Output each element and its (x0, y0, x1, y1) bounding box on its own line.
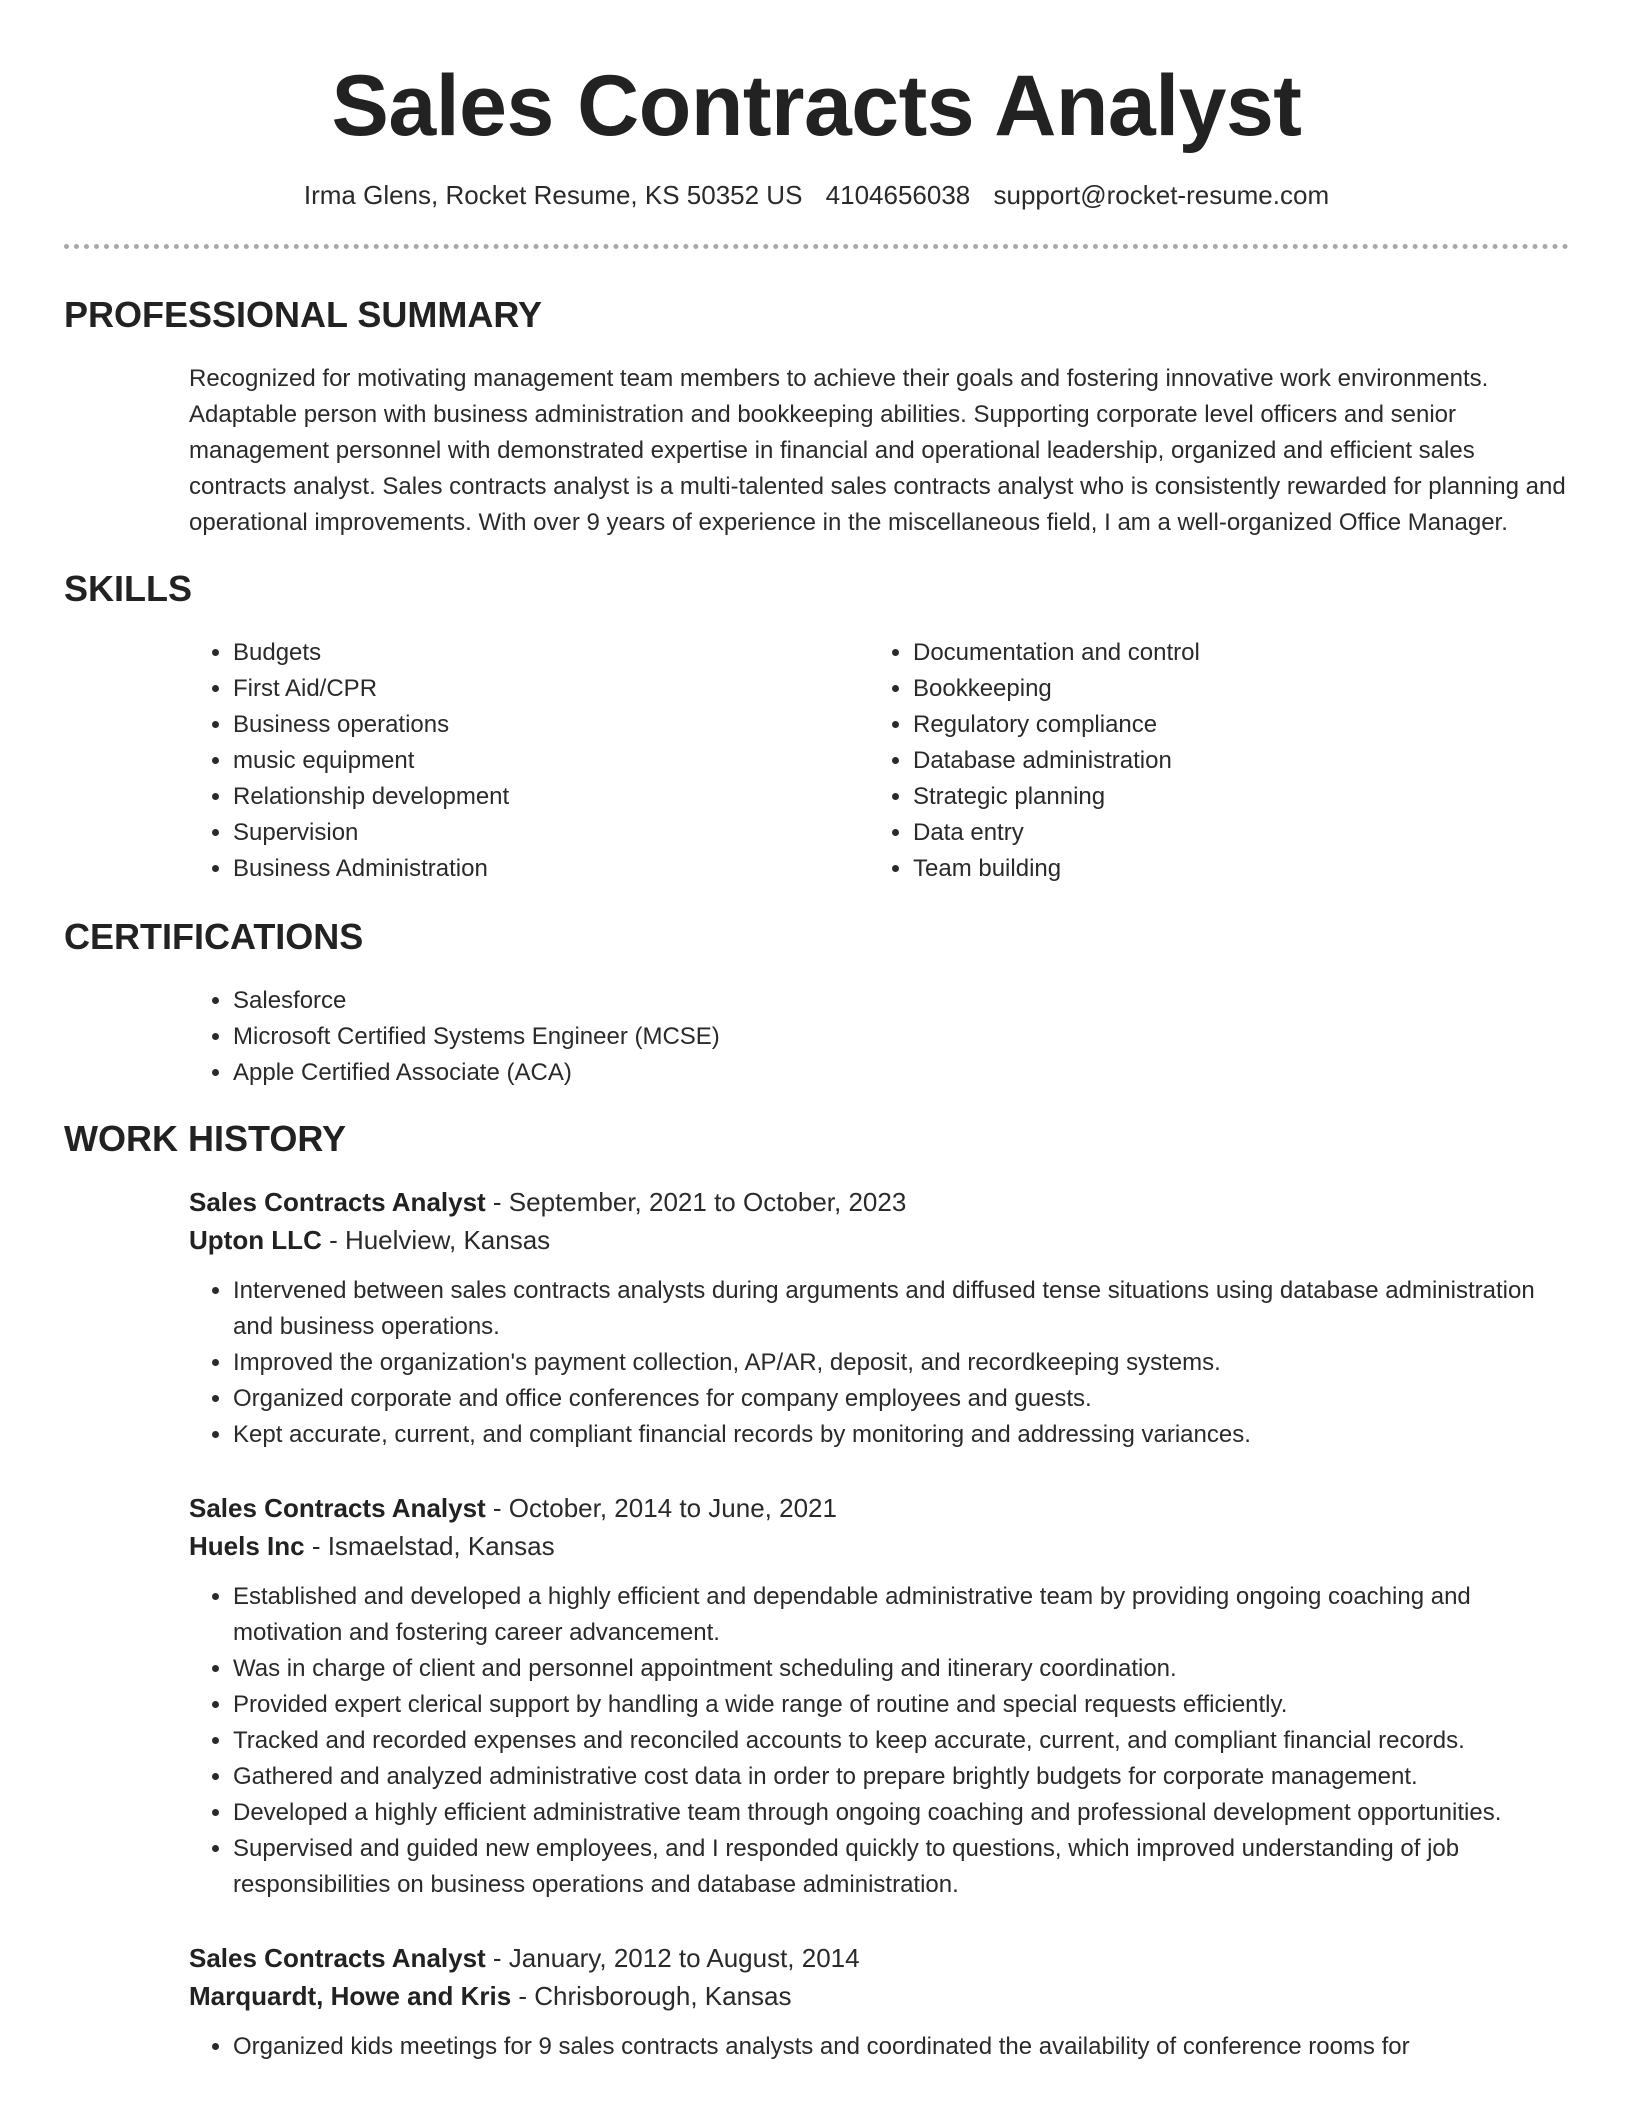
contact-phone: 4104656038 (825, 180, 971, 210)
job-bullet: • Was in charge of client and personnel appointment scheduling and itinerary coordination. (233, 1651, 1569, 1687)
job-location: - Chrisborough, Kansas (511, 1981, 792, 2011)
job-bullets (189, 1579, 1569, 1903)
certification-item: • Apple Certified Associate (ACA) (233, 1055, 1569, 1091)
work-history-heading: WORK HISTORY (64, 1118, 347, 1159)
skill-item: • Strategic planning (913, 779, 1549, 815)
skill-item: • Database administration (913, 743, 1549, 779)
job-bullet: • Organized kids meetings for 9 sales contracts analysts and coordinated the availability of conference rooms for (233, 2029, 1569, 2065)
job-bullet: • Developed a highly efficient administrative team through ongoing coaching and professional development opportunities. (233, 1795, 1569, 1831)
job-bullets (189, 1273, 1569, 1453)
skill-item: • Relationship development (233, 779, 869, 815)
job-entry (189, 1183, 1569, 1453)
header-divider (64, 244, 1569, 249)
skills-columns (189, 635, 1569, 887)
skills-list-right (869, 635, 1549, 887)
skills-column-left (189, 635, 869, 887)
resume-page (64, 0, 1569, 2065)
certification-item: • Salesforce (233, 983, 1569, 1019)
certifications-list (189, 983, 1569, 1091)
contact-line (64, 178, 1569, 212)
job-role-line (189, 1183, 1569, 1221)
job-bullet: • Intervened between sales contracts analysts during arguments and diffused tense situations using database administration and business operations. (233, 1273, 1569, 1345)
job-role: Sales Contracts Analyst (189, 1493, 486, 1523)
certifications-block (189, 983, 1569, 1091)
job-bullet: • Organized corporate and office conferences for company employees and guests. (233, 1381, 1569, 1417)
job-bullet: • Tracked and recorded expenses and reconciled accounts to keep accurate, current, and compliant financial records. (233, 1723, 1569, 1759)
job-dates: - October, 2014 to June, 2021 (485, 1493, 837, 1523)
job-bullet: • Kept accurate, current, and compliant financial records by monitoring and addressing variances. (233, 1417, 1569, 1453)
job-bullet: • Established and developed a highly efficient and dependable administrative team by providing ongoing coaching and motivation and fostering career advancement. (233, 1579, 1569, 1651)
skill-item: • Business Administration (233, 851, 869, 887)
skill-item: • First Aid/CPR (233, 671, 869, 707)
job-location: - Ismaelstad, Kansas (304, 1531, 555, 1561)
skill-item: • Supervision (233, 815, 869, 851)
job-company: Huels Inc (189, 1531, 305, 1561)
certification-item: • Microsoft Certified Systems Engineer (MCSE) (233, 1019, 1569, 1055)
contact-address: Irma Glens, Rocket Resume, KS 50352 US (303, 180, 803, 210)
job-company-line (189, 1527, 1569, 1565)
job-company-line (189, 1977, 1569, 2015)
job-company: Upton LLC (189, 1225, 322, 1255)
job-entry (189, 1939, 1569, 2065)
job-entry (189, 1489, 1569, 1903)
job-role-line (189, 1939, 1569, 1977)
job-bullet: • Provided expert clerical support by handling a wide range of routine and special requests efficiently. (233, 1687, 1569, 1723)
skills-heading: SKILLS (64, 568, 193, 609)
skill-item: • Regulatory compliance (913, 707, 1549, 743)
skill-item: • Budgets (233, 635, 869, 671)
skill-item: • music equipment (233, 743, 869, 779)
job-dates: - January, 2012 to August, 2014 (485, 1943, 860, 1973)
job-bullet: • Supervised and guided new employees, and I responded quickly to questions, which improved understanding of job responsibilities on business operations and database administration. (233, 1831, 1569, 1903)
job-bullet: • Improved the organization's payment collection, AP/AR, deposit, and recordkeeping systems. (233, 1345, 1569, 1381)
job-role: Sales Contracts Analyst (189, 1187, 486, 1217)
summary-text: Recognized for motivating management team members to achieve their goals and fostering innovative work environments. Adaptable person with business administration and bookkeeping abilities. Supporting corporate level officers and senior management personnel with demonstrated expertise in financial and operational leadership, organized and efficient sales contracts analyst. Sales contracts analyst is a multi-talented sales contracts analyst who is consistently rewarded for planning and operational improvements. With over 9 years of experience in the miscellaneous field, I am a well-organized Office Manager. (189, 365, 1566, 536)
skill-item: • Business operations (233, 707, 869, 743)
job-bullets (189, 2029, 1569, 2065)
skills-column-right (869, 635, 1549, 887)
job-bullet: • Gathered and analyzed administrative cost data in order to prepare brightly budgets for corporate management. (233, 1759, 1569, 1795)
summary-heading: PROFESSIONAL SUMMARY (64, 294, 543, 335)
certifications-heading: CERTIFICATIONS (64, 916, 364, 957)
job-company-line (189, 1221, 1569, 1259)
job-dates: - September, 2021 to October, 2023 (485, 1187, 907, 1217)
skill-item: • Data entry (913, 815, 1549, 851)
skill-item: • Team building (913, 851, 1549, 887)
skill-item: • Documentation and control (913, 635, 1549, 671)
skills-list-left (189, 635, 869, 887)
job-role-line (189, 1489, 1569, 1527)
contact-email: support@rocket-resume.com (993, 180, 1330, 210)
resume-title: Sales Contracts Analyst (331, 58, 1302, 154)
job-company: Marquardt, Howe and Kris (189, 1981, 512, 2011)
job-location: - Huelview, Kansas (321, 1225, 551, 1255)
skill-item: • Bookkeeping (913, 671, 1549, 707)
job-role: Sales Contracts Analyst (189, 1943, 486, 1973)
